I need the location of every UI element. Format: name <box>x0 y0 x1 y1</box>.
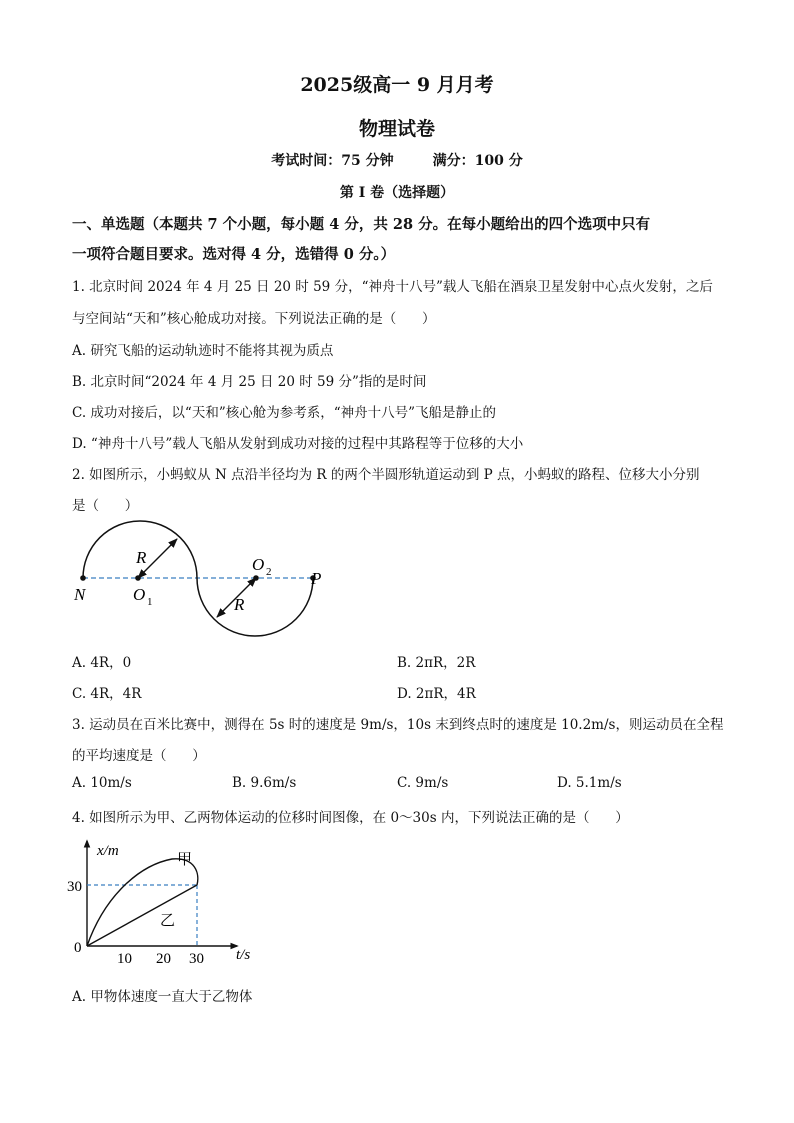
label-n: N <box>74 585 86 604</box>
q1-option-c: C. 成功对接后，以“天和”核心舱为参考系，“神舟十八号”飞船是静止的 <box>72 405 497 421</box>
q1-stem-line1: 1. 北京时间 2024 年 4 月 25 日 20 时 59 分，“神舟十八号”载人飞船在酒泉卫星发射中心点火发射，之后 <box>72 279 713 295</box>
q4-option-a: A. 甲物体速度一直大于乙物体 <box>72 989 253 1005</box>
lower-semicircle <box>197 578 313 636</box>
label-r1: R <box>136 548 147 567</box>
label-o2-sub: 2 <box>266 566 272 578</box>
label-o1: O <box>133 585 146 604</box>
q3-option-b: B. 9.6m/s <box>232 775 297 791</box>
page-title: 2025级高一 9 月月考 <box>300 74 494 96</box>
x-axis-label: t/s <box>236 947 251 963</box>
exam-info: 考试时间：75 分钟 满分：100 分 <box>271 153 523 169</box>
section-heading-line1: 一、单选题（本题共 7 个小题，每小题 4 分，共 28 分。在每小题给出的四个选项中只有 <box>72 216 651 233</box>
q1-option-b: B. 北京时间“2024 年 4 月 25 日 20 时 59 分”指的是时间 <box>72 374 427 390</box>
q2-option-b: B. 2πR，2R <box>397 655 476 671</box>
semicircle-track-figure <box>60 515 350 645</box>
line-yi-label: 乙 <box>160 913 176 929</box>
q2-option-a: A. 4R，0 <box>72 655 132 671</box>
q2-stem-line2: 是（ ） <box>72 498 139 514</box>
x-tick-20: 20 <box>156 951 171 967</box>
x-tick-30: 30 <box>189 951 204 967</box>
volume-title: 第 I 卷（选择题） <box>339 185 455 201</box>
q3-option-c: C. 9m/s <box>397 775 449 791</box>
q3-stem-line2: 的平均速度是（ ） <box>72 748 206 764</box>
displacement-time-graph <box>60 835 270 970</box>
q3-stem-line1: 3. 运动员在百米比赛中，测得在 5s 时的速度是 9m/s，10s 末到终点时的速度是 10.2m/s，则运动员在全程 <box>72 717 724 733</box>
q2-stem-line1: 2. 如图所示，小蚂蚁从 N 点沿半径均为 R 的两个半圆形轨道运动到 P 点，小蚂蚁的路程、位移大小分别 <box>72 467 700 483</box>
q1-option-a: A. 研究飞船的运动轨迹时不能将其视为质点 <box>72 343 334 359</box>
y-tick-30: 30 <box>67 879 82 895</box>
q1-stem-line2: 与空间站“天和”核心舱成功对接。下列说法正确的是（ ） <box>72 311 436 327</box>
x-tick-10: 10 <box>117 951 132 967</box>
label-o2: O <box>252 555 265 574</box>
y-axis-label: x/m <box>97 843 119 859</box>
section-heading-line2: 一项符合题目要求。选对得 4 分，选错得 0 分。） <box>72 246 396 263</box>
q2-option-c: C. 4R，4R <box>72 686 142 702</box>
line-yi <box>87 885 197 946</box>
origin-label: 0 <box>74 940 82 956</box>
label-r2: R <box>234 595 245 614</box>
q3-option-d: D. 5.1m/s <box>557 775 622 791</box>
q1-option-d: D. “神舟十八号”载人飞船从发射到成功对接的过程中其路程等于位移的大小 <box>72 436 524 452</box>
q3-option-a: A. 10m/s <box>72 775 132 791</box>
q2-option-d: D. 2πR，4R <box>397 686 476 702</box>
label-p: P <box>311 569 322 588</box>
curve-jia <box>87 859 198 946</box>
q4-stem: 4. 如图所示为甲、乙两物体运动的位移时间图像，在 0～30s 内，下列说法正确的是（ ） <box>72 810 629 826</box>
label-o1-sub: 1 <box>147 596 153 608</box>
subject-title: 物理试卷 <box>358 118 435 140</box>
curve-jia-label: 甲 <box>177 852 193 868</box>
point-n <box>80 575 86 581</box>
